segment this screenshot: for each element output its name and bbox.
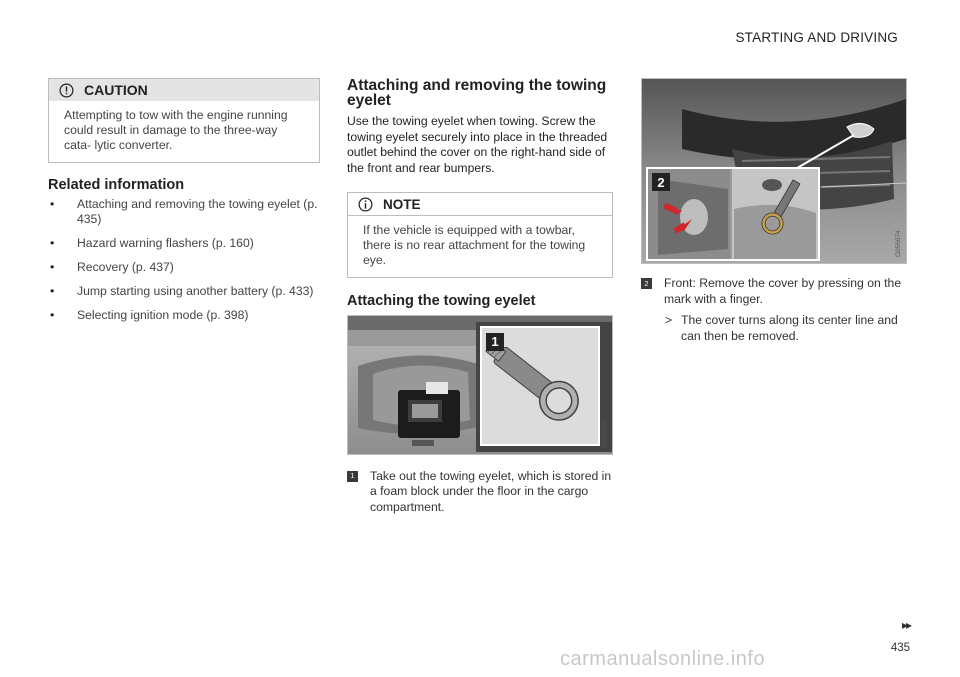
result-marker: > [665, 313, 673, 327]
step-1 [347, 469, 613, 516]
step-number-2: 2 [641, 278, 652, 289]
figure-code-1: G056668 [601, 420, 608, 448]
note-box [347, 192, 613, 278]
step-2-result [641, 313, 909, 344]
note-header [348, 193, 612, 216]
caution-icon [59, 83, 74, 98]
watermark: carmanualsonline.info [560, 648, 766, 670]
cover-removal-illustration [648, 169, 818, 259]
info-icon [358, 197, 373, 212]
step-2-text: Front: Remove the cover by pressing on the mark with a finger. [664, 276, 902, 306]
figure-front-bumper [641, 78, 907, 264]
note-text: If the vehicle is equipped with a towbar, there is no rear attachment for the towing eye. [363, 223, 586, 268]
figure-callout-2: 2 [652, 173, 670, 191]
note-title: NOTE [383, 196, 421, 212]
related-info-list [48, 197, 320, 323]
right-column [641, 78, 909, 344]
page-number: 435 [890, 642, 910, 654]
related-link-hazard-flashers[interactable]: • Hazard warning flashers (p. 160) [48, 236, 320, 251]
related-link-jump-starting[interactable]: • Jump starting using another battery (p. 433) [48, 284, 320, 299]
caution-box [48, 78, 320, 163]
related-link-towing-eyelet[interactable]: • Attaching and removing the towing eyelet (p. 435) [48, 197, 320, 227]
figure-code-2: G056674 [895, 230, 902, 257]
next-page-icon[interactable]: ▸▸ [901, 618, 910, 632]
subheading-attaching-eyelet: Attaching the towing eyelet [347, 292, 536, 309]
caution-header [49, 79, 319, 101]
section-title: STARTING AND DRIVING [735, 30, 898, 45]
figure-callout-1: 1 [486, 333, 504, 351]
related-info-title: Related information [48, 176, 185, 193]
bumper-inset [646, 167, 820, 261]
related-link-ignition-mode[interactable]: • Selecting ignition mode (p. 398) [48, 308, 320, 323]
intro-paragraph: Use the towing eyelet when towing. Screw the towing eyelet securely into place in the threaded outlet behind the cover on the right-hand side of the front and rear bumpers. [347, 114, 608, 175]
caution-text: Attempting to tow with the engine running could result in damage to the three-way cata- lytic converter. [64, 108, 288, 153]
related-link-recovery[interactable]: • Recovery (p. 437) [48, 260, 320, 275]
figure-cargo-eyelet [347, 315, 613, 455]
caution-title: CAUTION [84, 82, 148, 98]
step-2 [641, 276, 909, 307]
middle-column [347, 78, 613, 515]
section-heading-attaching: Attaching and removing the towing eyelet [347, 77, 607, 109]
step-number-1: 1 [347, 471, 358, 482]
left-column [48, 78, 320, 332]
step-2-result-text: The cover turns along its center line and can then be removed. [681, 313, 898, 343]
step-1-text: Take out the towing eyelet, which is stored in a foam block under the floor in the cargo compartment. [370, 468, 612, 514]
